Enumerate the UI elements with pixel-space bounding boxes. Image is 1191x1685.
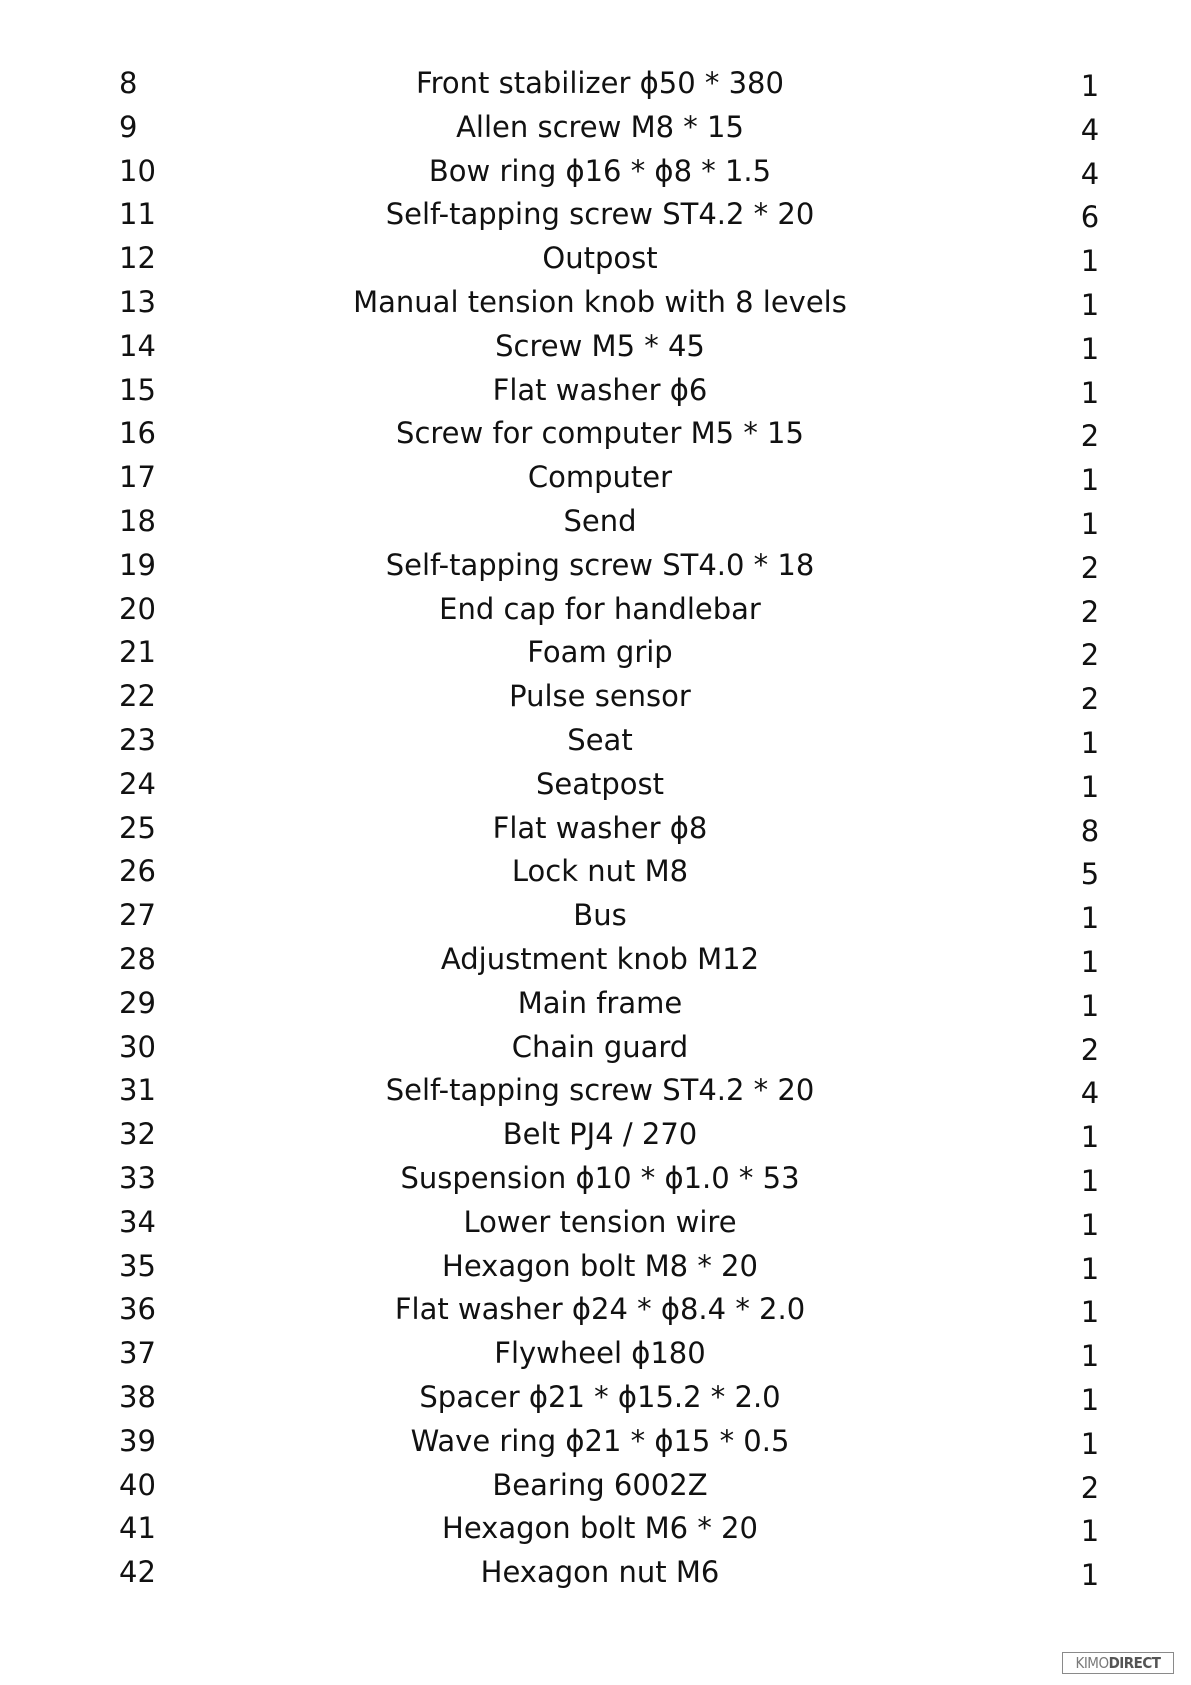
part-row [0,1113,1191,1157]
part-description: Seat [567,722,633,757]
part-row [0,456,1191,500]
part-row [0,1551,1191,1595]
part-description: Belt PJ4 / 270 [502,1117,698,1152]
part-description: Flywheel ϕ180 [494,1336,706,1371]
part-number: 15 [119,372,156,407]
part-number: 26 [119,854,156,889]
part-row [0,150,1191,194]
part-description: Send [563,503,637,538]
part-quantity: 2 [1080,1470,1100,1505]
part-quantity: 1 [1080,287,1100,322]
part-number: 35 [119,1248,156,1283]
part-quantity: 1 [1080,1251,1100,1286]
part-description: Seatpost [535,766,665,801]
part-quantity: 1 [1080,463,1100,498]
part-row [0,500,1191,544]
part-row [0,763,1191,807]
part-row [0,1288,1191,1332]
part-quantity: 1 [1080,244,1100,279]
part-number: 16 [119,416,156,451]
part-description: Hexagon nut M6 [480,1555,720,1590]
part-number: 20 [119,591,156,626]
parts-list [0,62,1191,1595]
part-number: 31 [119,1073,156,1108]
watermark-direct: DIRECT [1108,1654,1161,1672]
part-row [0,807,1191,851]
part-description: Pulse sensor [509,679,691,714]
part-quantity: 1 [1080,944,1100,979]
part-description: Self-tapping screw ST4.2 * 20 [385,197,815,232]
part-quantity: 1 [1080,1207,1100,1242]
part-description: Lock nut M8 [511,854,689,889]
part-row [0,1420,1191,1464]
part-description: Bow ring ϕ16 * ϕ8 * 1.5 [428,153,772,188]
part-row [0,1157,1191,1201]
part-number: 41 [119,1511,156,1546]
part-description: Front stabilizer ϕ50 * 380 [416,66,784,100]
part-row [0,982,1191,1026]
part-quantity: 2 [1080,594,1100,629]
part-quantity: 2 [1080,638,1100,673]
part-description: Self-tapping screw ST4.0 * 18 [385,547,815,582]
part-number: 33 [119,1160,156,1195]
part-quantity: 2 [1080,550,1100,585]
part-description: Lower tension wire [463,1204,737,1239]
part-description: Foam grip [527,635,673,670]
part-quantity: 1 [1080,1426,1100,1461]
part-quantity: 1 [1080,1295,1100,1330]
part-description: Hexagon bolt M6 * 20 [442,1511,758,1546]
part-number: 38 [119,1379,156,1414]
part-quantity: 1 [1080,988,1100,1023]
part-quantity: 8 [1080,813,1100,848]
part-row [0,62,1191,106]
part-quantity: 4 [1080,1076,1100,1111]
part-description: Screw for computer M5 * 15 [396,416,804,451]
part-description: Wave ring ϕ21 * ϕ15 * 0.5 [410,1423,790,1458]
part-description: Allen screw M8 * 15 [456,109,744,144]
part-quantity: 5 [1080,857,1100,892]
part-description: Main frame [517,985,683,1020]
part-row [0,369,1191,413]
part-quantity: 1 [1080,331,1100,366]
part-quantity: 2 [1080,682,1100,717]
part-description: Flat washer ϕ8 [492,810,708,845]
part-number: 14 [119,328,156,363]
part-row [0,588,1191,632]
part-row [0,325,1191,369]
part-row [0,1464,1191,1508]
part-row [0,1026,1191,1070]
part-row [0,894,1191,938]
part-description: Flat washer ϕ24 * ϕ8.4 * 2.0 [394,1292,806,1327]
part-number: 40 [119,1467,156,1502]
part-quantity: 1 [1080,375,1100,410]
part-number: 13 [119,284,156,319]
part-row [0,544,1191,588]
part-row [0,850,1191,894]
part-number: 25 [119,810,156,845]
part-number: 19 [119,547,156,582]
part-number: 37 [119,1336,156,1371]
part-description: Adjustment knob M12 [440,941,760,976]
part-number: 32 [119,1117,156,1152]
part-quantity: 1 [1080,769,1100,804]
part-description: Flat washer ϕ6 [492,372,708,407]
part-row [0,938,1191,982]
part-row [0,719,1191,763]
part-number: 17 [119,460,156,495]
part-number: 9 [119,109,138,144]
part-number: 29 [119,985,156,1020]
part-description: Outpost [542,241,658,276]
kimodirect-watermark [1062,1652,1174,1674]
part-quantity: 4 [1080,156,1100,191]
part-number: 8 [119,66,138,100]
part-number: 27 [119,898,156,933]
part-row [0,1069,1191,1113]
part-row [0,1332,1191,1376]
part-number: 18 [119,503,156,538]
part-row [0,1376,1191,1420]
part-number: 39 [119,1423,156,1458]
part-description: Bearing 6002Z [492,1467,708,1502]
part-quantity: 1 [1080,725,1100,760]
part-description: Bus [573,898,627,933]
part-number: 12 [119,241,156,276]
part-quantity: 2 [1080,419,1100,454]
part-quantity: 1 [1080,1558,1100,1593]
part-number: 42 [119,1555,156,1590]
part-quantity: 4 [1080,112,1100,147]
part-quantity: 2 [1080,1032,1100,1067]
part-number: 28 [119,941,156,976]
part-number: 10 [119,153,156,188]
part-description: Spacer ϕ21 * ϕ15.2 * 2.0 [419,1379,781,1414]
part-description: Computer [527,460,673,495]
part-quantity: 1 [1080,506,1100,541]
part-quantity: 1 [1080,1339,1100,1374]
part-row [0,106,1191,150]
part-description: Hexagon bolt M8 * 20 [442,1248,758,1283]
part-description: End cap for handlebar [439,591,761,626]
part-row [0,631,1191,675]
part-description: Manual tension knob with 8 levels [353,284,847,319]
part-number: 23 [119,722,156,757]
part-quantity: 1 [1080,1382,1100,1417]
part-row [0,237,1191,281]
part-quantity: 1 [1080,1514,1100,1549]
part-row [0,1201,1191,1245]
watermark-kimo: KIMO [1075,1654,1109,1672]
part-row [0,281,1191,325]
part-quantity: 1 [1080,69,1100,103]
part-row [0,412,1191,456]
part-number: 30 [119,1029,156,1064]
part-description: Chain guard [511,1029,689,1064]
part-row [0,1245,1191,1289]
part-number: 11 [119,197,156,232]
part-number: 21 [119,635,156,670]
part-number: 24 [119,766,156,801]
part-quantity: 6 [1080,200,1100,235]
part-quantity: 1 [1080,901,1100,936]
part-row [0,1507,1191,1551]
part-description: Suspension ϕ10 * ϕ1.0 * 53 [400,1160,800,1195]
part-description: Screw M5 * 45 [495,328,705,363]
part-number: 36 [119,1292,156,1327]
part-number: 34 [119,1204,156,1239]
part-number: 22 [119,679,156,714]
part-quantity: 1 [1080,1120,1100,1155]
part-row [0,675,1191,719]
part-description: Self-tapping screw ST4.2 * 20 [385,1073,815,1108]
part-row [0,193,1191,237]
part-quantity: 1 [1080,1163,1100,1198]
